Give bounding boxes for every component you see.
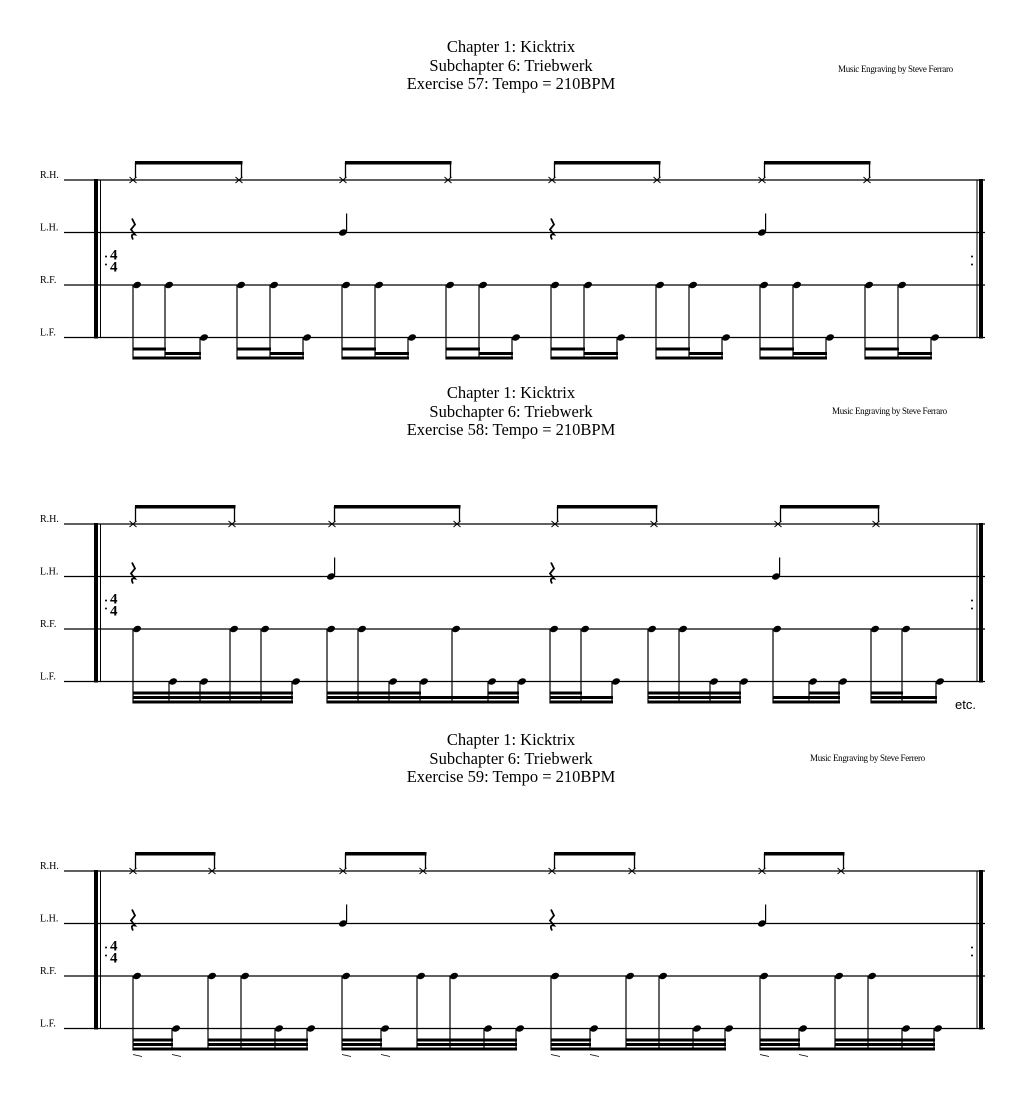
time-signature-bottom: 4	[110, 603, 118, 620]
quarter-rest-icon	[550, 910, 554, 931]
thick-barline-start	[94, 870, 98, 1030]
lane-label-lf: L.F.	[40, 1018, 56, 1030]
repeat-dot	[971, 264, 973, 266]
sixteenth-beam	[133, 701, 293, 704]
engraving-credit: Music Engraving by Steve Ferrero	[810, 753, 925, 763]
accent-mark	[172, 1055, 181, 1057]
sixteenth-beam	[835, 1039, 935, 1042]
repeat-dot	[971, 608, 973, 610]
sixteenth-beam	[793, 352, 827, 355]
lane-label-lf: L.F.	[40, 327, 56, 339]
subchapter-title: Subchapter 6: Triebwerk	[429, 55, 593, 75]
sixteenth-beam	[133, 1043, 173, 1046]
connecting-beam	[799, 1048, 835, 1051]
sixteenth-beam	[208, 1043, 308, 1046]
sixteenth-beam	[165, 352, 201, 355]
exercise-title: Exercise 59: Tempo = 210BPM	[406, 767, 616, 786]
engraving-credit: Music Engraving by Steve Ferraro	[832, 406, 947, 416]
repeat-dot	[105, 256, 107, 258]
drum-staff	[0, 841, 1022, 1071]
sixteenth-beam	[342, 1043, 382, 1046]
time-signature-top: 4	[110, 247, 118, 264]
sixteenth-beam	[550, 692, 582, 695]
thick-barline-start	[94, 179, 98, 339]
sixteenth-beam	[551, 1048, 591, 1051]
lane-label-lh: L.H.	[40, 566, 59, 578]
eighth-beam	[780, 505, 880, 509]
chapter-title: Chapter 1: Kicktrix	[446, 383, 576, 402]
repeat-dot	[971, 955, 973, 957]
sixteenth-beam	[417, 1043, 517, 1046]
engraving-credit: Music Engraving by Steve Ferraro	[838, 64, 953, 74]
accent-mark	[342, 1055, 351, 1057]
quarter-rest-icon	[550, 563, 554, 584]
sixteenth-beam	[865, 357, 932, 360]
thick-barline-end	[979, 523, 983, 683]
accent-mark	[799, 1055, 808, 1057]
sixteenth-beam	[208, 1048, 308, 1051]
sixteenth-beam	[760, 1048, 800, 1051]
eighth-beam	[135, 852, 216, 856]
sixteenth-beam	[871, 696, 937, 699]
sixteenth-beam	[550, 701, 613, 704]
eighth-beam	[135, 161, 243, 165]
sixteenth-beam	[865, 348, 899, 351]
eighth-beam	[764, 161, 871, 165]
eighth-beam	[554, 161, 661, 165]
sixteenth-beam	[446, 348, 480, 351]
accent-mark	[381, 1055, 390, 1057]
sixteenth-beam	[327, 701, 519, 704]
connecting-beam	[590, 1048, 626, 1051]
thick-barline-end	[979, 870, 983, 1030]
repeat-dot	[971, 600, 973, 602]
lane-label-rh: R.H.	[40, 514, 59, 525]
quarter-rest-icon	[131, 910, 135, 931]
sixteenth-beam	[417, 1048, 517, 1051]
sixteenth-beam	[871, 692, 903, 695]
sixteenth-beam	[551, 357, 618, 360]
sixteenth-beam	[760, 357, 827, 360]
sixteenth-beam	[648, 696, 741, 699]
exercise-title: Exercise 58: Tempo = 210BPM	[406, 420, 616, 439]
repeat-dot	[105, 600, 107, 602]
lane-label-rf: R.F.	[40, 619, 57, 630]
lane-label-rh: R.H.	[40, 170, 59, 181]
thick-barline-start	[94, 523, 98, 683]
sixteenth-beam	[342, 357, 409, 360]
repeat-dot	[105, 955, 107, 957]
eighth-beam	[554, 852, 636, 856]
sixteenth-beam	[551, 348, 585, 351]
repeat-dot	[971, 947, 973, 949]
connecting-beam	[172, 1048, 208, 1051]
accent-mark	[551, 1055, 560, 1057]
sixteenth-beam	[656, 357, 723, 360]
sixteenth-beam	[237, 357, 304, 360]
subchapter-title: Subchapter 6: Triebwerk	[429, 401, 593, 421]
lane-label-lh: L.H.	[40, 913, 59, 925]
eighth-beam	[135, 505, 236, 509]
sixteenth-beam	[342, 1048, 382, 1051]
eighth-beam	[764, 852, 845, 856]
chapter-title: Chapter 1: Kicktrix	[446, 730, 576, 749]
sixteenth-beam	[261, 692, 293, 695]
sixteenth-beam	[551, 1039, 591, 1042]
exercise-title: Exercise 57: Tempo = 210BPM	[406, 74, 616, 93]
accent-mark	[133, 1055, 142, 1057]
sixteenth-beam	[479, 352, 513, 355]
time-signature-top: 4	[110, 938, 118, 955]
accent-mark	[760, 1055, 769, 1057]
quarter-rest-icon	[131, 219, 135, 240]
quarter-rest-icon	[550, 219, 554, 240]
sixteenth-beam	[488, 692, 519, 695]
sixteenth-beam	[773, 696, 840, 699]
time-signature-bottom: 4	[110, 950, 118, 967]
sixteenth-beam	[648, 692, 741, 695]
sixteenth-beam	[760, 1039, 800, 1042]
sixteenth-beam	[237, 348, 271, 351]
lane-label-lf: L.F.	[40, 671, 56, 683]
eighth-beam	[345, 161, 452, 165]
accent-mark	[590, 1055, 599, 1057]
sixteenth-beam	[689, 352, 723, 355]
sixteenth-beam	[626, 1039, 726, 1042]
drum-staff	[0, 150, 1022, 380]
repeat-dot	[105, 947, 107, 949]
sixteenth-beam	[327, 696, 519, 699]
sixteenth-beam	[133, 1039, 173, 1042]
chapter-title: Chapter 1: Kicktrix	[446, 37, 576, 56]
repeat-dot	[971, 256, 973, 258]
sixteenth-beam	[169, 692, 262, 695]
etc-label: etc.	[955, 697, 976, 712]
quarter-rest-icon	[131, 563, 135, 584]
sixteenth-beam	[446, 357, 513, 360]
sixteenth-beam	[133, 1048, 173, 1051]
sixteenth-beam	[327, 692, 421, 695]
sixteenth-beam	[551, 1043, 591, 1046]
sixteenth-beam	[375, 352, 409, 355]
time-signature-bottom: 4	[110, 259, 118, 276]
drum-staff	[0, 494, 1022, 724]
sixteenth-beam	[133, 357, 201, 360]
sixteenth-beam	[626, 1043, 726, 1046]
time-signature-top: 4	[110, 591, 118, 608]
sixteenth-beam	[898, 352, 932, 355]
sixteenth-beam	[417, 1039, 517, 1042]
lane-label-lh: L.H.	[40, 222, 59, 234]
sixteenth-beam	[626, 1048, 726, 1051]
sixteenth-beam	[809, 692, 840, 695]
eighth-beam	[345, 852, 427, 856]
sixteenth-beam	[550, 696, 613, 699]
repeat-dot	[105, 264, 107, 266]
sixteenth-beam	[773, 701, 840, 704]
sixteenth-beam	[835, 1048, 935, 1051]
sixteenth-beam	[133, 348, 166, 351]
sixteenth-beam	[760, 348, 794, 351]
sixteenth-beam	[133, 692, 170, 695]
sixteenth-beam	[342, 1039, 382, 1042]
eighth-beam	[557, 505, 658, 509]
sixteenth-beam	[584, 352, 618, 355]
sixteenth-beam	[760, 1043, 800, 1046]
sixteenth-beam	[208, 1039, 308, 1042]
eighth-beam	[334, 505, 461, 509]
sixteenth-beam	[835, 1043, 935, 1046]
lane-label-rf: R.F.	[40, 275, 57, 286]
sixteenth-beam	[656, 348, 690, 351]
sixteenth-beam	[871, 701, 937, 704]
sixteenth-beam	[342, 348, 376, 351]
subchapter-title: Subchapter 6: Triebwerk	[429, 748, 593, 768]
sixteenth-beam	[648, 701, 741, 704]
connecting-beam	[381, 1048, 417, 1051]
lane-label-rh: R.H.	[40, 861, 59, 872]
sixteenth-beam	[270, 352, 304, 355]
thick-barline-end	[979, 179, 983, 339]
sixteenth-beam	[133, 696, 293, 699]
repeat-dot	[105, 608, 107, 610]
lane-label-rf: R.F.	[40, 966, 57, 977]
